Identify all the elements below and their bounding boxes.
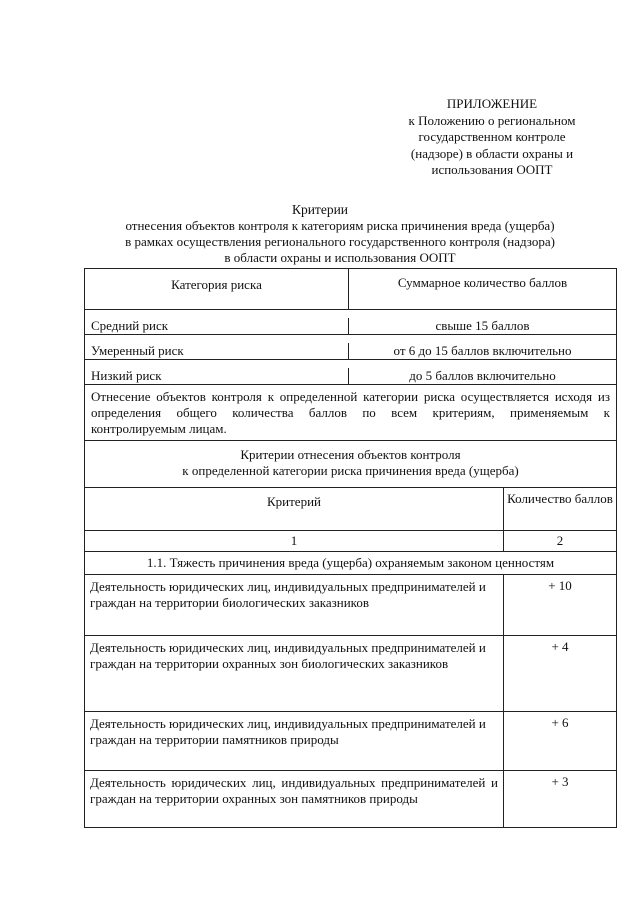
criteria-subtitle-line: отнесения объектов контроля к категориям риска причинения вреда (ущерба) [125,218,555,233]
column-number-row [85,531,616,552]
table-header-row [85,488,616,531]
table-row [85,335,616,360]
criteria-table-title-line: к определенной категории риска причинения вреда (ущерба) [182,463,519,478]
criteria-table-title [85,441,616,488]
column-number: 1 [85,531,504,551]
risk-points-cell: свыше 15 баллов [435,318,530,333]
section-heading: 1.1. Тяжесть причинения вреда (ущерба) охраняемым законом ценностям [85,552,616,575]
column-number: 2 [556,533,564,548]
table-row [85,575,616,636]
risk-category-cell: Средний риск [85,318,349,334]
header-risk-category: Категория риска [85,269,349,309]
table-header-row [85,269,616,310]
appendix-title: ПРИЛОЖЕНИЕ [446,96,538,111]
criteria-subtitle-line: в рамках осуществления регионального государственного контроля (надзора) [125,234,555,249]
table-row [85,360,616,385]
points-cell: + 3 [551,774,569,789]
risk-points-cell: до 5 баллов включительно [409,368,556,383]
classification-note: Отнесение объектов контроля к определенной категории риска осуществляется исходя из определения общего количества баллов по всем критериям, применяемым к контролируемым лицам. [85,385,616,441]
criteria-points-table [85,488,616,827]
table-row [85,636,616,712]
risk-category-cell: Низкий риск [85,368,349,384]
risk-category-cell: Умеренный риск [85,343,349,359]
appendix-line: государственном контроле [418,129,566,144]
criteria-title: Критерии [291,202,349,217]
criteria-document-table [84,268,617,828]
criterion-cell: Деятельность юридических лиц, индивидуальных предпринимателей и граждан на территории памятников природы [85,712,504,770]
points-cell: + 10 [548,578,572,593]
criteria-subtitle-line: в области охраны и использования ООПТ [224,250,456,265]
table-row [85,771,616,827]
points-cell: + 6 [551,715,569,730]
header-total-points: Суммарное количество баллов [397,275,568,290]
criterion-cell: Деятельность юридических лиц, индивидуальных предпринимателей и граждан на территории биологических заказников [85,575,504,635]
appendix-line: к Положению о региональном [408,112,576,128]
criteria-table-title-line: Критерии отнесения объектов контроля [240,447,461,462]
criteria-subtitle [80,218,600,266]
header-points-count: Количество баллов [507,491,613,506]
risk-category-table [85,269,616,385]
header-criterion: Критерий [85,488,504,530]
risk-points-cell: от 6 до 15 баллов включительно [393,343,572,358]
points-cell: + 4 [551,639,569,654]
appendix-line: использования ООПТ [431,162,553,177]
criterion-cell: Деятельность юридических лиц, индивидуальных предпринимателей и граждан на территории охранных зон биологических заказников [85,636,504,711]
table-row [85,310,616,335]
table-row [85,712,616,771]
appendix-line: (надзоре) в области охраны и [410,145,574,161]
criterion-cell: Деятельность юридических лиц, индивидуальных предпринимателей и граждан на территории охранных зон памятников природы [85,771,504,827]
appendix-block [382,96,602,179]
